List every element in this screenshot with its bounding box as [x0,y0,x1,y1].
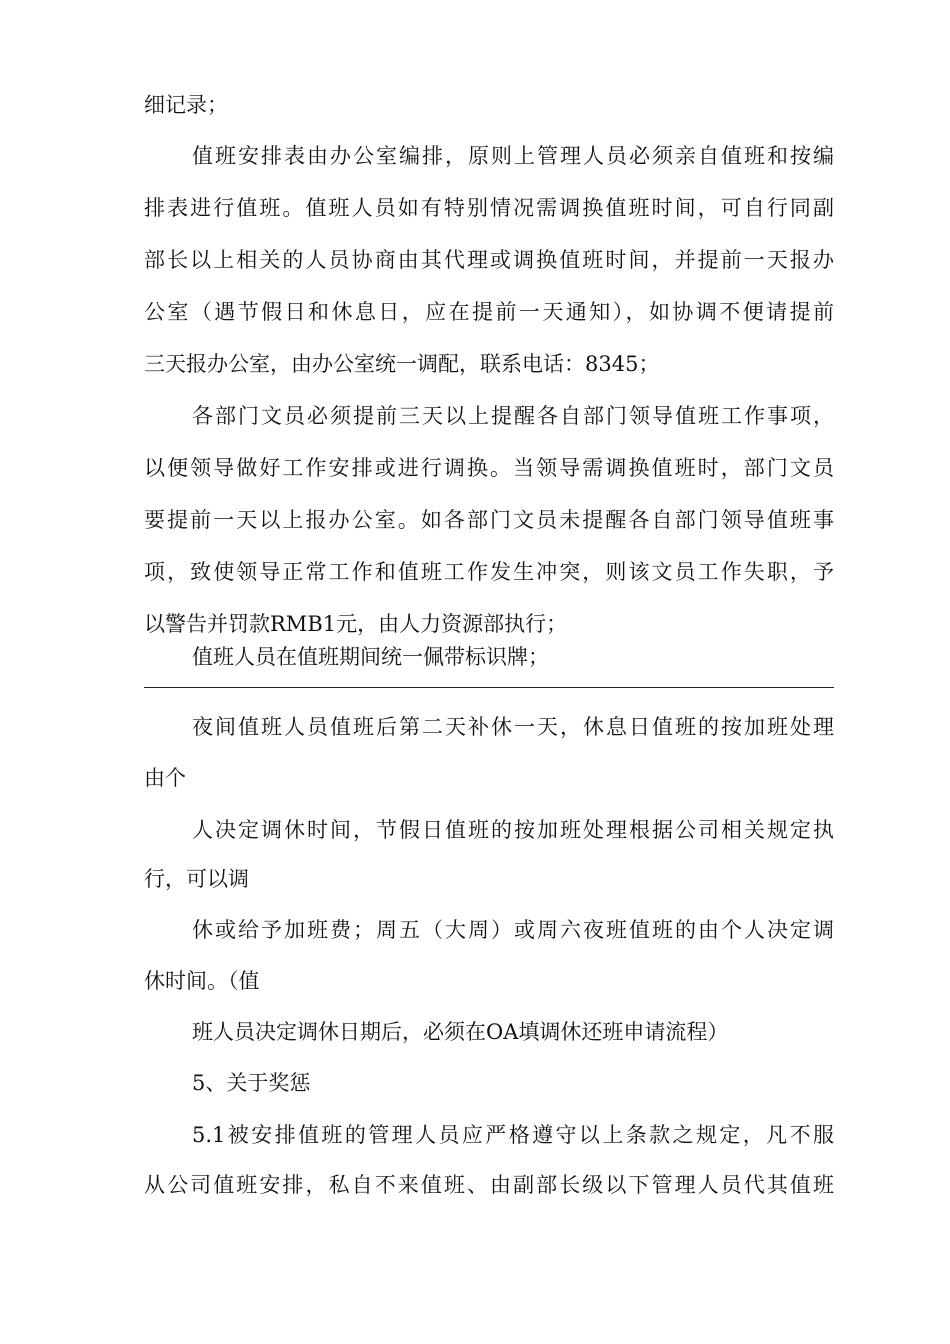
paragraph-line: 三天报办公室，由办公室统一调配，联系电话：8345； [144,352,660,376]
paragraph-line: 人决定调休时间，节假日值班的按加班处理根据公司相关规定执 [192,818,834,842]
paragraph-line: 休或给予加班费；周五（大周）或周六夜班值班的由个人决定调 [192,918,834,942]
paragraph-line: 夜间值班人员值班后第二天补休一天，休息日值班的按加班处理 [192,715,834,739]
paragraph-line: 由个 [144,766,186,790]
paragraph-line: 公室（遇节假日和休息日，应在提前一天通知），如协调不便请提前 [144,300,834,324]
paragraph-line: 项，致使领导正常工作和值班工作发生冲突，则该文员工作失职，予 [144,560,834,584]
paragraph-line: 细记录； [144,93,228,117]
section-heading: 5、关于奖惩 [192,1071,311,1095]
paragraph-line: 排表进行值班。值班人员如有特别情况需调换值班时间，可自行同副 [144,196,834,220]
horizontal-divider [144,687,834,688]
paragraph-line: 以便领导做好工作安排或进行调换。当领导需调换值班时，部门文员 [144,456,834,480]
paragraph-line: 休时间。（值 [144,969,260,993]
paragraph-line: 以警告并罚款RMB1元，由人力资源部执行； [144,612,568,636]
paragraph-line: 值班安排表由办公室编排，原则上管理人员必须亲自值班和按编 [192,144,834,168]
paragraph-line: 5.1被安排值班的管理人员应严格遵守以上条款之规定，凡不服 [192,1123,834,1147]
paragraph-line: 从公司值班安排，私自不来值班、由副部长级以下管理人员代其值班 [144,1173,834,1197]
paragraph-line: 行，可以调 [144,867,249,891]
paragraph-line: 班人员决定调休日期后，必须在OA填调休还班申请流程） [192,1020,729,1044]
paragraph-line: 要提前一天以上报办公室。如各部门文员未提醒各自部门领导值班事 [144,508,834,532]
paragraph-line: 值班人员在值班期间统一佩带标识牌； [192,645,549,669]
paragraph-line: 部长以上相关的人员协商由其代理或调换值班时间，并提前一天报办 [144,248,834,272]
paragraph-line: 各部门文员必须提前三天以上提醒各自部门领导值班工作事项， [192,404,834,428]
